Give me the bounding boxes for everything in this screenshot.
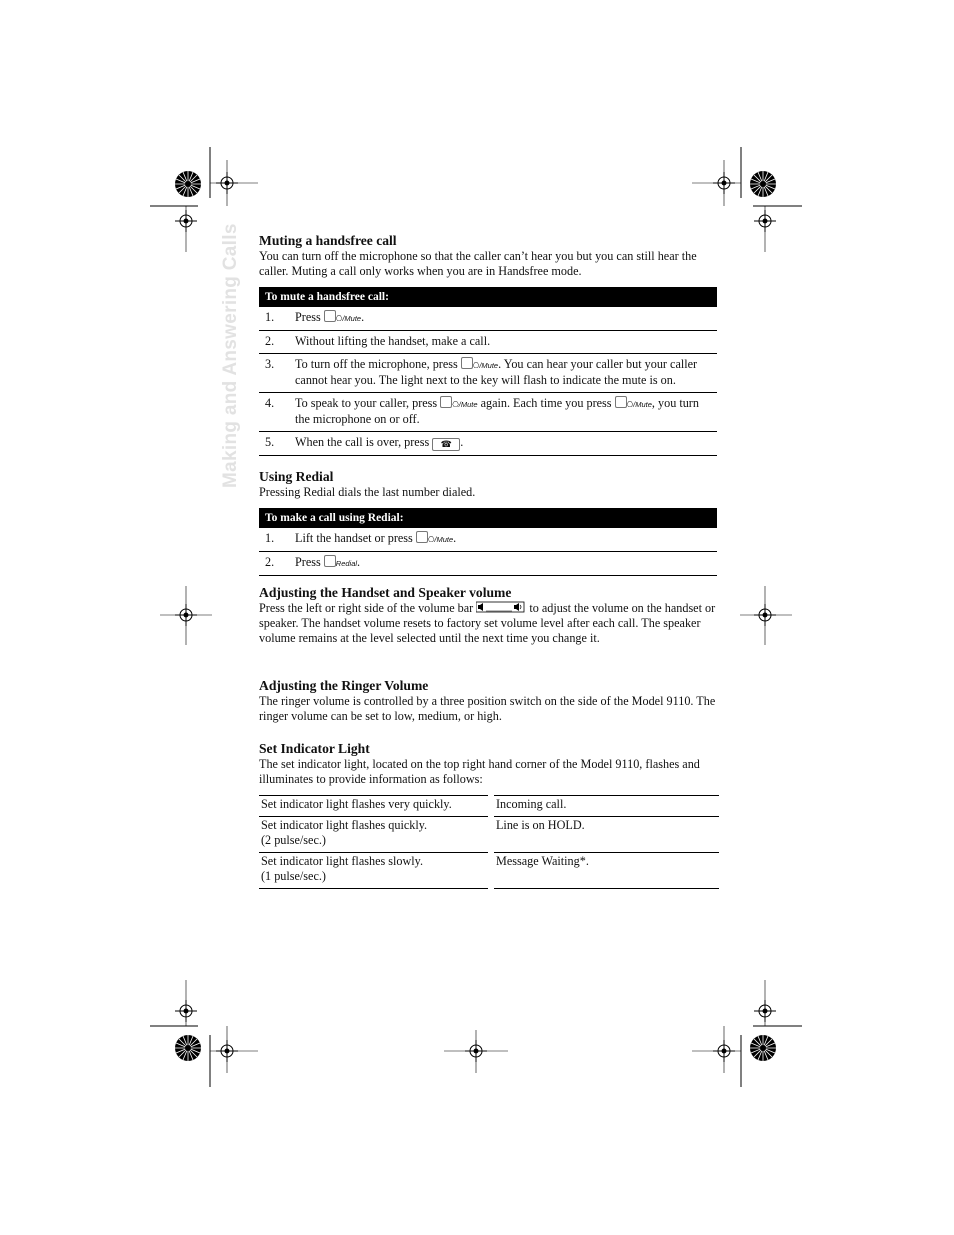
handsfree-mute-key-icon — [324, 310, 336, 322]
procedure-title: To mute a handsfree call: — [259, 287, 717, 307]
indicator-section — [259, 740, 719, 787]
indicator-heading: Set Indicator Light — [259, 741, 370, 756]
procedure-step: 1. Press ⎔/Mute. — [259, 307, 717, 331]
muting-section — [259, 232, 719, 279]
redial-procedure — [259, 508, 717, 576]
ringer-body: The ringer volume is controlled by a three position switch on the side of the Model 9110. The ringer volume can be set to low, medium, or high. — [259, 694, 716, 723]
handsfree-mute-key-icon — [615, 396, 627, 408]
volume-body: Press the left or right side of the volume bar to adjust the volume on the handset or speaker. The handset volume resets to factory set volume level after each call. The speaker volume remains at the level selected until the next time you change it. — [259, 601, 716, 645]
table-row: Set indicator light flashes very quickly. Incoming call. — [259, 795, 719, 817]
redial-section — [259, 468, 719, 500]
table-row: Set indicator light flashes quickly. (2 pulse/sec.) Line is on HOLD. — [259, 817, 719, 853]
muting-heading: Muting a handsfree call — [259, 233, 397, 248]
indicator-table — [259, 795, 719, 889]
procedure-step: 2. Without lifting the handset, make a call. — [259, 331, 717, 354]
volume-heading: Adjusting the Handset and Speaker volume — [259, 585, 512, 600]
redial-body: Pressing Redial dials the last number dialed. — [259, 485, 476, 499]
muting-body: You can turn off the microphone so that the caller can’t hear you but you can still hear the caller. Muting a call only works when you are in Handsfree mode. — [259, 249, 697, 278]
volume-bar-icon — [476, 601, 526, 613]
ringer-heading: Adjusting the Ringer Volume — [259, 678, 429, 693]
procedure-step: 4. To speak to your caller, press ⎔/Mute again. Each time you press ⎔/Mute, you turn the microphone on or off. — [259, 393, 717, 432]
redial-heading: Using Redial — [259, 469, 334, 484]
procedure-step: 1. Lift the handset or press ⎔/Mute. — [259, 528, 717, 552]
table-row: Set indicator light flashes slowly. (1 pulse/sec.) Message Waiting*. — [259, 853, 719, 889]
ringer-section — [259, 677, 719, 724]
redial-key-icon — [324, 555, 336, 567]
procedure-step: 3. To turn off the microphone, press ⎔/Mute. You can hear your caller but your caller cannot hear you. The light next to the key will flash to indicate the mute is on. — [259, 354, 717, 393]
handsfree-mute-key-icon — [440, 396, 452, 408]
procedure-step: 2. Press Redial. — [259, 552, 717, 576]
procedure-title: To make a call using Redial: — [259, 508, 717, 528]
handsfree-mute-key-icon — [416, 531, 428, 543]
release-key-icon: ☎ — [432, 438, 460, 451]
procedure-step: 5. When the call is over, press ☎ . — [259, 432, 717, 456]
volume-section — [259, 584, 719, 646]
muting-procedure — [259, 287, 717, 456]
handsfree-mute-key-icon — [461, 357, 473, 369]
indicator-body: The set indicator light, located on the top right hand corner of the Model 9110, flashes and illuminates to provide information as follows: — [259, 757, 700, 786]
chapter-side-title: Making and Answering Calls — [220, 223, 241, 488]
